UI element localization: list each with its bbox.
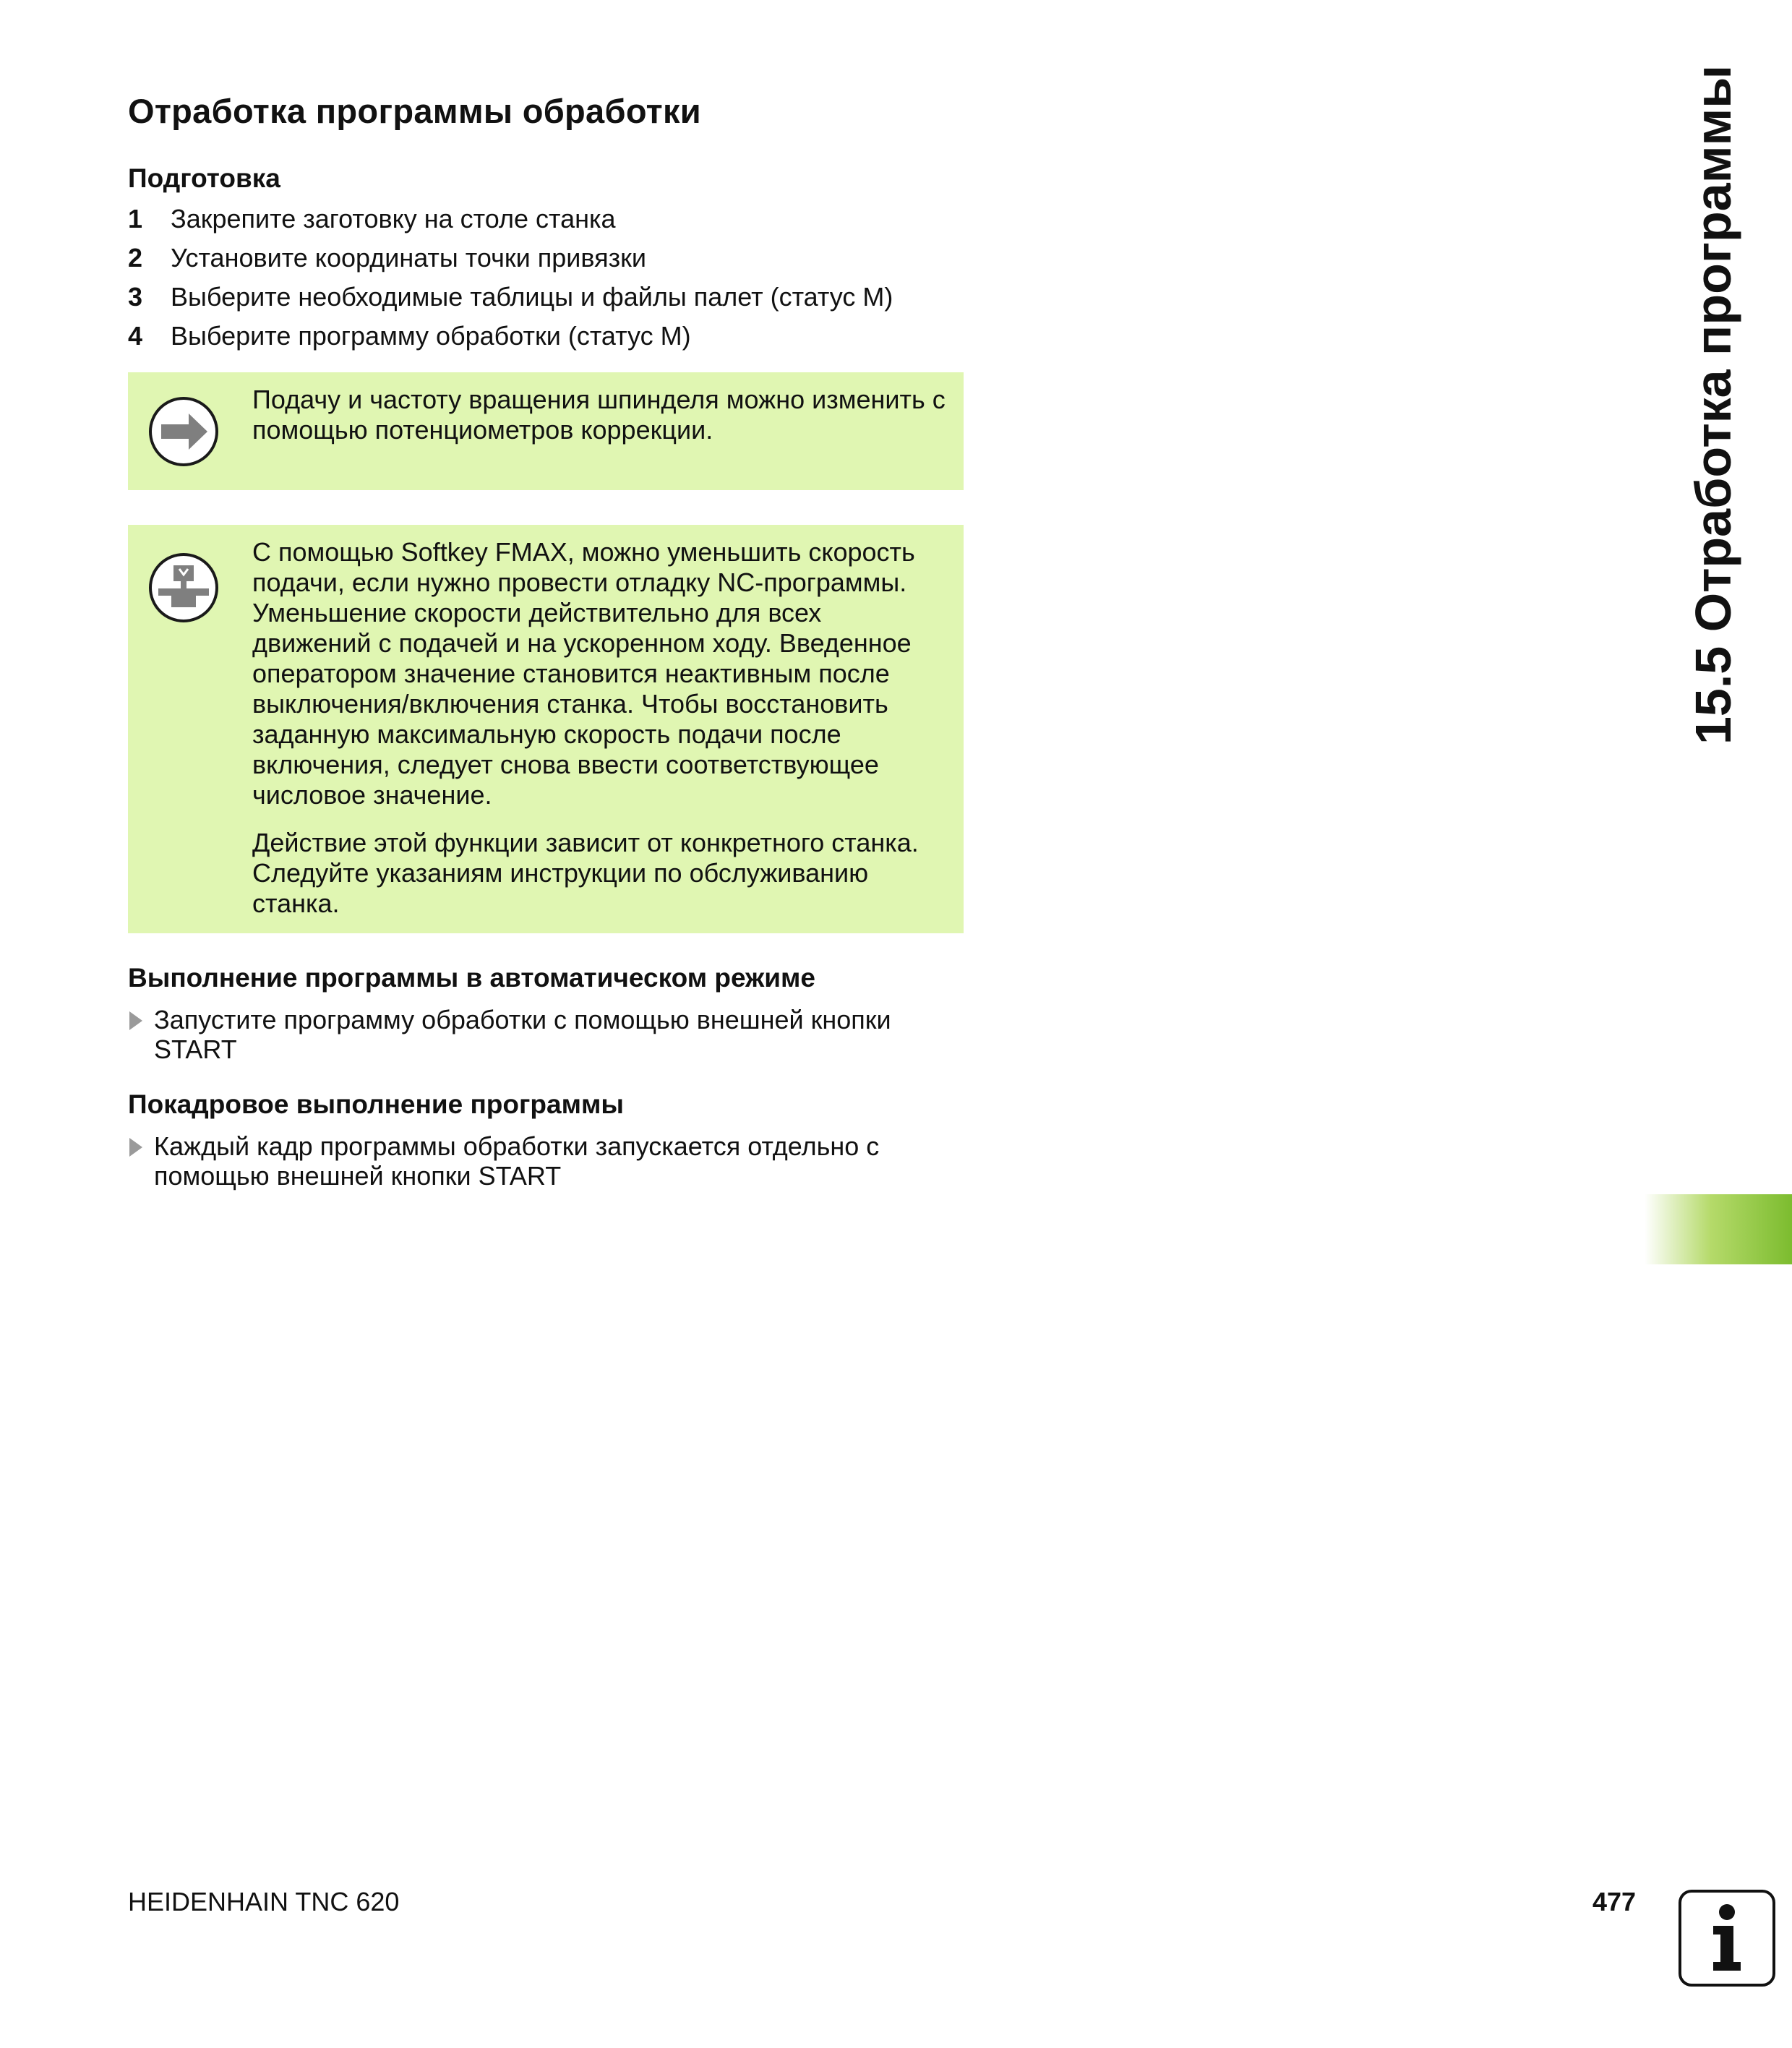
arrow-right-icon [147,395,220,472]
step-number: 2 [128,243,143,273]
step-text: Закрепите заготовку на столе станка [171,204,616,233]
note-paragraph: Действие этой функции зависит от конкретного станка. Следуйте указаниям инструкции по обслуживанию станка. [252,828,919,918]
chapter-side-title: 15.5 Отработка программы [1685,64,1741,745]
triangle-bullet-icon [128,1134,144,1164]
triangle-bullet-icon [128,1008,144,1037]
note-paragraph: С помощью Softkey FMAX, можно уменьшить скорость подачи, если нужно провести отладку NC-программы. Уменьшение скорости действительно для всех движений с подачей и на ускоренном ходу. Введенное оператором значение становится неактивным после выключения/включения станка. Чтобы восстановить заданную максимальную скорость подачи после включения, следует снова ввести соответствующее числовое значение. [252,537,915,810]
note-box [128,372,964,490]
page-title: Отработка программы обработки [128,92,701,130]
step-number: 1 [128,204,143,233]
footer-product: HEIDENHAIN TNC 620 [128,1887,400,1916]
machine-note-icon [147,551,220,628]
section-heading-prep: Подготовка [128,163,280,193]
note-text-block [252,537,946,919]
section-heading-auto: Выполнение программы в автоматическом режиме [128,963,815,993]
step-number: 3 [128,282,143,312]
chapter-tab [1645,1194,1792,1264]
page-number: 477 [1592,1887,1637,1916]
section-heading-single: Покадровое выполнение программы [128,1089,624,1119]
step-number: 4 [128,321,143,351]
step-text: Выберите программу обработки (статус M) [171,321,691,351]
bullet-text: Каждый кадр программы обработки запускается отдельно с помощью внешней кнопки START [154,1131,880,1191]
bullet-text: Запустите программу обработки с помощью внешней кнопки START [154,1005,891,1064]
step-text: Выберите необходимые таблицы и файлы палет (статус M) [171,282,893,312]
step-text: Установите координаты точки привязки [171,243,646,273]
note-text: Подачу и частоту вращения шпинделя можно изменить с помощью потенциометров коррекции. [252,385,946,445]
info-icon [1679,1890,1775,1987]
note-box [128,525,964,933]
